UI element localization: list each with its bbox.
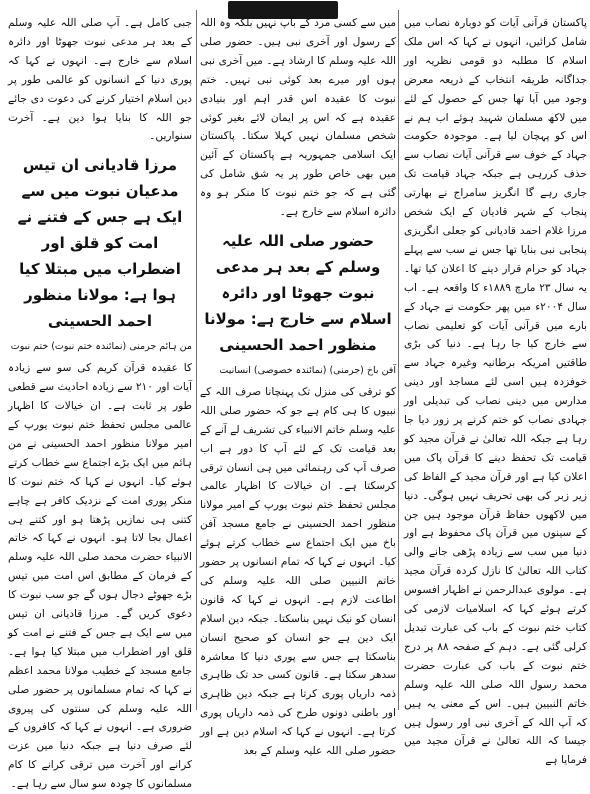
article-paragraph: جبی کامل ہے۔ آپ صلی اللہ علیہ وسلم کے بعد ہر مدعی نبوت جھوٹا اور دائرہ اسلام سے خارج ہے۔ انہوں نے کہا کہ پوری دنیا کے انسانوں کو عالمی طور پر دین اسلام اختیار کرنے کی دعوت دی جائے جو اللہ کا بنایا ہوا دین ہے۔ آخرت سنواریں۔ <box>8 17 192 143</box>
column-divider-left <box>196 10 197 710</box>
column-right <box>404 14 587 767</box>
column-divider-right <box>398 10 399 710</box>
article-paragraph: کو ترقی کی منزل تک پہنچانا صرف اللہ کے نبیوں کا ہی کام ہے جو کہ حضور صلی اللہ علیہ وسلم خاتم الانبیاء کی تشریف لے آنے کے بعد قیامت تک کے لئے آپ کا دور ہے اب صرف آپ کی رہنمائی میں ہی انسان ترقی کرسکتا ہے۔ ان خیالات کا اظہار عالمی مجلس تحفظ ختم نبوت یورپ کے امیر مولانا منظور احمد الحسینی نے جامع مسجد آفن باخ میں ایک اجتماع سے خطاب کرتے ہوئے کیا۔ انہوں نے کہا کہ تمام انسانوں پر حضور خاتم النبیین صلی اللہ علیہ وسلم کی اطاعت لازم ہے۔ انہوں نے کہا کہ قانون انسان کو نیک نہیں بناسکتا۔ جبکہ دین اسلام ایک دین ہے جو انسان کو صحیح انسان بناسکتا ہے جس سے پوری دنیا کا معاشرہ سدھر سکتا ہے۔ قانون کسی حد تک ظاہری ذمہ داریاں پوری کرتا ہے جبکہ دین ظاہری اور باطنی دونوں طرح کی ذمہ داریاں پوری کرتا ہے۔ انہوں نے کہا کہ اسلام دین ہے اور حضور صلی اللہ علیہ وسلم کے بعد <box>200 385 396 758</box>
article-dateline: من ہائم جرمنی (نمائندہ ختم نبوت) ختم نبوت <box>10 341 192 353</box>
article-headline: حضور صلی اللہ علیہ وسلم کے بعد ہر مدعی نبوت جھوٹا اور دائرہ اسلام سے خارج ہے: مولانا منظور احمد الحسینی <box>204 231 392 354</box>
article-headline: مرزا قادیانی ان تیس مدعیان نبوت میں سے ایک ہے جس کے فتنے نے امت کو قلق اور اضطراب میں مبتلا کیا ہوا ہے: مولانا منظور احمد الحسینی <box>17 156 183 331</box>
article-dateline: آفن باخ (جرمنی) (نمائندہ خصوصی) انسانیت <box>219 364 396 376</box>
article-paragraph: پاکستان قرآنی آیات کو دوبارہ نصاب میں شامل کرائیں، انہوں نے کہا کہ اس ملک اسلام کا مطلبہ دو قومی نظریہ اور جداگانہ طریقہ انتخاب کے ذریعہ معرض وجود میں آیا تھا جس کے حصول کے لئے میں لاکھ مسلمان شہید ہوئے اب ہم نے اس کو پہچان لیا ہے۔ موجودہ حکومت جہاد کے خوف سے قرآنی آیات نصاب سے حذف کررہی ہے جبکہ جہاد قیامت تک جاری رہے گا انگریز سامراج نے بھارتی پنجاب کے شہر قادیان کے ایک شخص مرزا غلام احمد قادیانی کو جعلی انگریزی پنجابی نبی بنایا تھا جس نے سب سے پہلے جہاد کو حرام قرار دینے کا اعلان کیا تھا۔ یہ سال ۲۳ مارچ ۱۸۸۹ء کا واقعہ ہے۔ اب سال ۲۰۰۴ء میں پھر حکومت نے جہاد کے بارے میں قرآنی آیات کو تعلیمی نصاب سے خارج کیا جا رہا ہے۔ دنیا کی بڑی طاقتیں امریکہ برطانیہ وغیرہ جہاد سے خوفزدہ ہیں اسی لئے مساجد اور دینی مدارس میں دینی نصاب کی تبدیلی اور جہادی نصاب کو ختم کرنے پر زور دیا جا رہا ہے جبکہ اللہ تعالیٰ نے قرآن مجید کو قیامت تک تحفظ دینے کا قرآن پاک میں اعلان کیا ہے اور قرآن مجید کے الفاظ کی زیر زبر کی بھی تحریف نہیں ہوگی۔ دنیا میں لاکھوں حفاظ قرآن موجود ہیں جن کے سینوں میں قرآن پاک محفوظ ہے اور دنیا میں سب سے زیادہ پڑھی جانے والی کتاب اللہ تعالیٰ کا نازل کردہ قرآن مجید ہے۔ مولوی عبدالرحمن نے اظہار افسوس کرتے ہوئے کہا کہ اسلامیات لازمی کی کتاب ختم نبوت کے باب کی عبارت تبدیل کرلی گئی ہے۔ دہم کے صفحہ ۸۸ پر درج ختم نبوت کے باب کی عبارت حضرت محمد رسول اللہ صلی اللہ علیہ وسلم خاتم النبیین ہیں۔ اس کے معنی یہ ہیں کہ آپ اللہ کے آخری نبی اور رسول ہیں جیسا کہ اللہ تعالیٰ نے قرآن مجید میں فرمایا ہے <box>404 17 587 767</box>
article-paragraph: کا عقیدہ قرآن کریم کی سو سے زیادہ آیات اور ۲۱۰ سے زیادہ احادیث سے قطعی طور پر ثابت ہے۔ ان خیالات کا اظہار عالمی مجلس تحفظ ختم نبوت یورپ کے امیر مولانا منظور احمد الحسینی نے من ہائم میں ایک بڑے اجتماع سے خطاب کرتے ہوئے کیا۔ انہوں نے کہا کہ ختم نبوت کا منکر پوری امت کے نزدیک کافر ہے چاہے کتنی ہی نمازیں پڑھتا ہو اور کتنے ہی اعمال بجا لاتا ہو۔ انہوں نے کہا کہ خاتم الانبیاء حضرت محمد صلی اللہ علیہ وسلم کے فرمان کے مطابق اس امت میں تیس بڑے جھوٹے دجال ہوں گے جو سب نبوت کا دعوی کریں گے۔ مرزا قادیانی ان تیس میں سے ایک ہے جس کے فتنے نے امت کو قلق اور اضطراب میں مبتلا کیا ہوا ہے۔ جامع مسجد کے خطیب مولانا محمد اعظم نے کہا کہ تمام مسلمانوں پر حضور صلی اللہ علیہ وسلم کی سنتوں کی پیروی ضروری ہے۔ انہوں نے کہا کہ کافروں کے لئے صرف دنیا ہے جبکہ دنیا میں عزت کرانے اور آخرت میں ترقی کرانے کا کام مسلمانوں کا چودہ سو سال سے رہا ہے۔ <box>8 362 192 791</box>
column-middle <box>200 14 396 758</box>
column-left <box>8 14 192 791</box>
article-paragraph: میں سے کسی مرد کے باپ نہیں بلکہ وہ اللہ کے رسول اور آخری نبی ہیں۔ حضور صلی اللہ علیہ وسلم کا ارشاد ہے۔ میں آخری نبی ہوں اور میرے بعد کوئی نبی نہیں۔ ختم نبوت کا عقیدہ اس قدر اہم اور بنیادی عقیدہ ہے کہ اس پر ایمان لائے بغیر کوئی شخص مسلمان نہیں کہلا سکتا۔ پاکستان ایک اسلامی جمہوریہ ہے پاکستان کے آئین میں بھی خاص طور پر یہ شق شامل کی گئی ہے کہ جو ختم نبوت کا منکر ہو وہ دائرہ اسلام سے خارج ہے۔ <box>200 17 396 219</box>
